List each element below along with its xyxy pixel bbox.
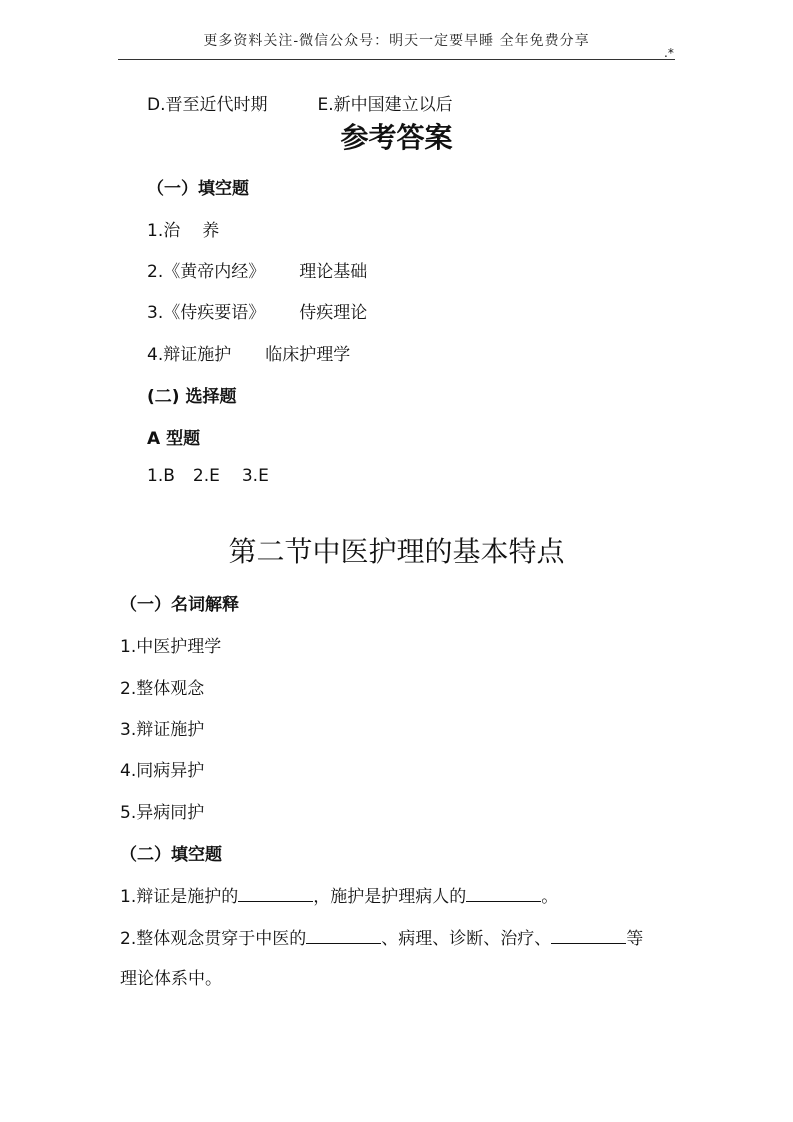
fill-question-1: 1.辩证是施护的 ，施护是护理病人的 。 bbox=[120, 882, 558, 907]
header-divider bbox=[118, 59, 675, 60]
answer-blank[interactable] bbox=[551, 925, 626, 944]
option-row bbox=[147, 90, 453, 115]
choice-heading: (二) 选择题 bbox=[147, 387, 237, 407]
choice-answers-row bbox=[147, 466, 269, 486]
option-e: E.新中国建立以后 bbox=[317, 95, 453, 115]
choice-answer: 2.E bbox=[192, 466, 220, 486]
term-item: 5.异病同护 bbox=[120, 803, 205, 823]
choice-answer: 1.B bbox=[147, 466, 175, 486]
fill-heading: （一）填空题 bbox=[147, 179, 249, 199]
answers-title: 参考答案 bbox=[340, 121, 453, 154]
answer-blank[interactable] bbox=[466, 883, 541, 902]
answer-blank[interactable] bbox=[306, 925, 381, 944]
answer-item: 4.辩证施护 临床护理学 bbox=[147, 345, 351, 365]
fill-question-2: 2.整体观念贯穿于中医的 、病理、诊断、治疗、 等 bbox=[120, 924, 643, 949]
term-item: 1.中医护理学 bbox=[120, 637, 222, 657]
page-header: 更多资料关注-微信公众号：明天一定要早睡 全年免费分享 bbox=[203, 33, 590, 49]
term-item: 4.同病异护 bbox=[120, 761, 205, 781]
header-mark: .* bbox=[664, 46, 674, 60]
terms-heading: （一）名词解释 bbox=[120, 595, 239, 615]
answer-item: 3.《侍疾要语》 侍疾理论 bbox=[147, 303, 368, 323]
answer-item: 1.治 养 bbox=[147, 221, 220, 241]
fill-questions-heading: （二）填空题 bbox=[120, 845, 222, 865]
term-item: 3.辩证施护 bbox=[120, 720, 205, 740]
term-item: 2.整体观念 bbox=[120, 679, 205, 699]
choice-answer: 3.E bbox=[241, 466, 269, 486]
answer-blank[interactable] bbox=[238, 883, 313, 902]
section-title: 第二节中医护理的基本特点 bbox=[228, 535, 565, 568]
option-d: D.晋至近代时期 bbox=[147, 95, 268, 115]
type-a-heading: A 型题 bbox=[147, 429, 201, 449]
answer-item: 2.《黄帝内经》 理论基础 bbox=[147, 262, 368, 282]
fill-question-2-cont: 理论体系中。 bbox=[120, 969, 222, 989]
